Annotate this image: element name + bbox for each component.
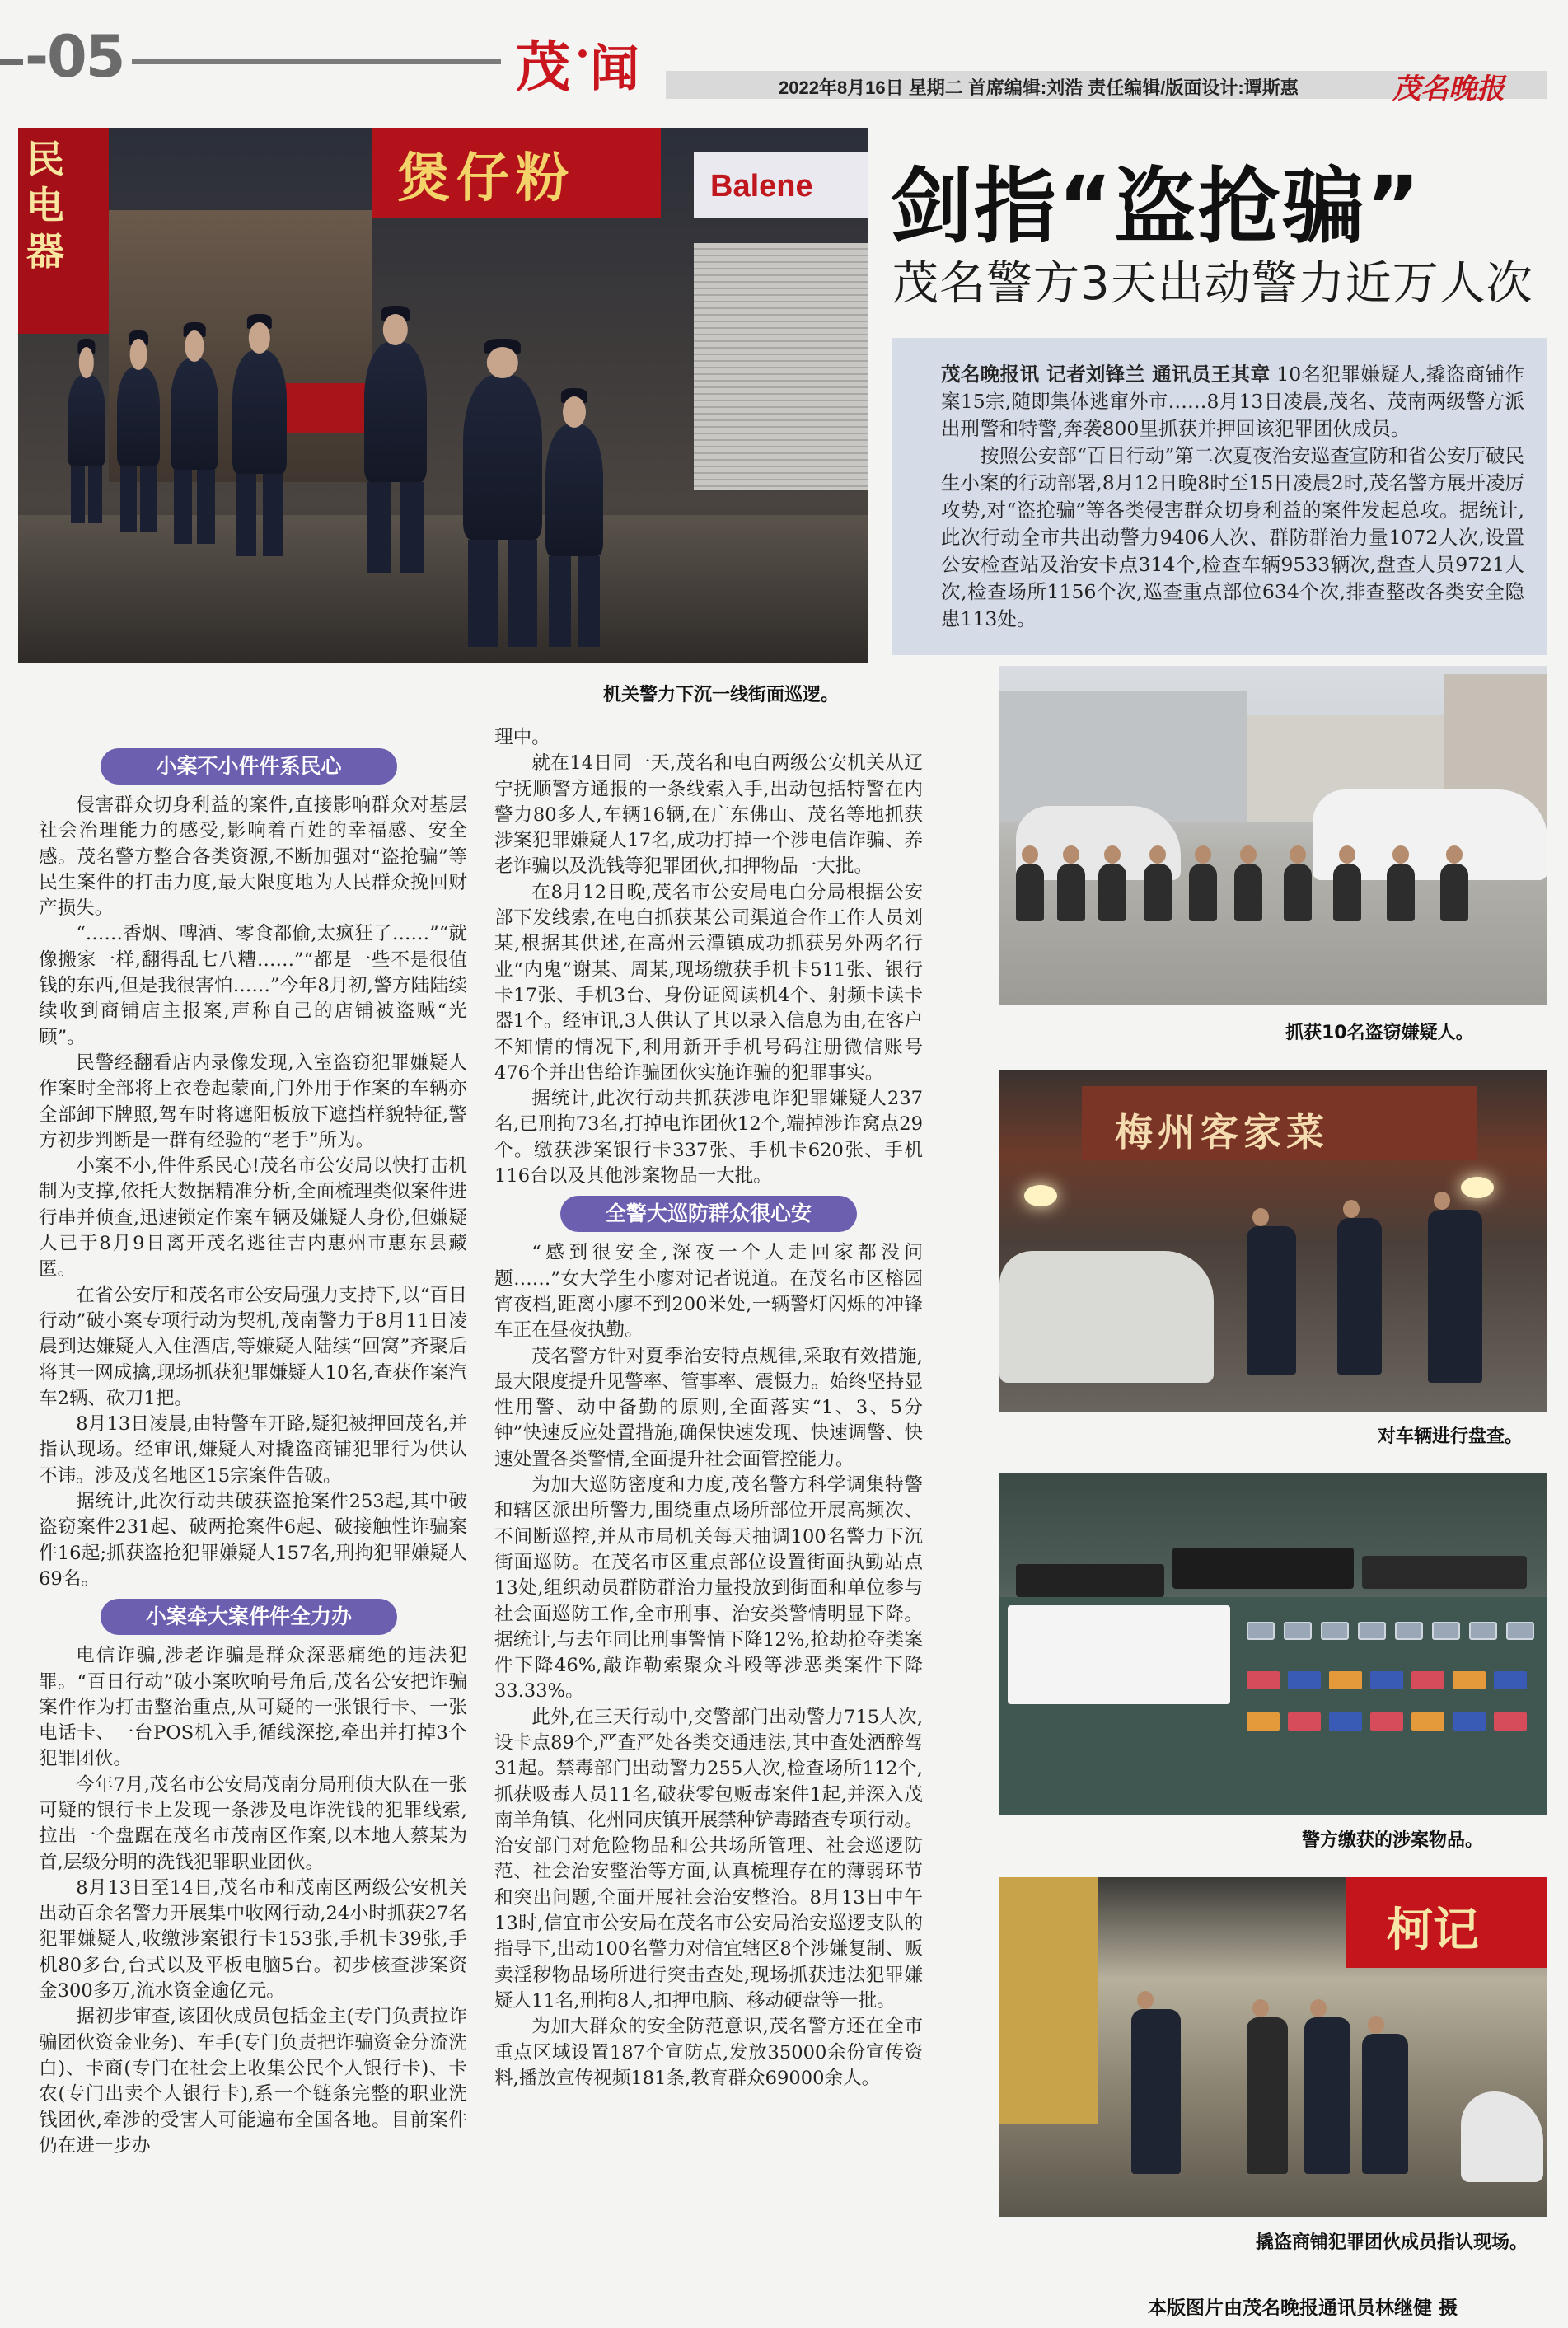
photo-phone [1432, 1622, 1460, 1640]
paragraph: 民警经翻看店内录像发现,入室盗窃犯罪嫌疑人作案时全部将上衣卷起蒙面,门外用于作案的车辆亦全部卸下牌照,驾车时将遮阳板放下遮挡样貌特征,警方初步判断是一群有经验的“老手”所为。 [39, 1052, 467, 1151]
section-title-3: 全警大巡防群众很心安 [560, 1196, 857, 1232]
photo-phone [1284, 1622, 1312, 1640]
section-char-1: 茂 [516, 35, 570, 99]
photo-card [1370, 1671, 1403, 1689]
paragraph: 为加大巡防密度和力度,茂名警方科学调集特警和辖区派出所警力,围绕重点场所部位开展高频次、不间断巡控,并从市局机关每天抽调100名警力下沉街面巡防。在茂名市区重点部位设置街面执勤站点13处,组织动员群防群治力量投放到街面和单位参与社会面巡防工作,全市刑事、治安类警情明显下降。据统计,与去年同比刑事警情下降12%,抢劫抢夺类案件下降46%,敲诈勒索聚众斗殴等涉恶类案件下降33.33%。 [494, 1474, 923, 1703]
photo-building [999, 691, 1247, 822]
officer-figure [1428, 1210, 1482, 1383]
officer-figure [545, 424, 603, 556]
photo-shop-sign-text: 梅州客家菜 [1115, 1110, 1329, 1155]
paragraph: 就在14日同一天,茂名和电白两级公安机关从辽宁抚顺警方通报的一条线索入手,出动包括特警在内警力80多人,车辆16辆,在广东佛山、茂名等地抓获涉案犯罪嫌疑人17名,成功打掉一个涉电信诈骗、养老诈骗以及洗钱等犯罪团伙,扣押物品一大批。 [494, 752, 923, 878]
paragraph: 电信诈骗,涉老诈骗是群众深恶痛绝的违法犯罪。“百日行动”破小案吹响号角后,茂名公安把诈骗案件作为打击整治重点,从可疑的一张银行卡、一张电话卡、一台POS机入手,循线深挖,牵出并打掉3个犯罪团伙。 [39, 1645, 467, 1770]
photo-card [1247, 1671, 1280, 1689]
paragraph: “……香烟、啤酒、零食都偷,太疯狂了……”“就像搬家一样,翻得乱七八糟……”“都是一些不是很值钱的东西,但是我很害怕……”今年8月初,警方陆陆续续收到商铺店主报案,声称自己的店铺被盗贼“光顾”。 [39, 923, 467, 1048]
paragraph: 8月13日凌晨,由特警车开路,疑犯被押回茂名,并指认现场。经审讯,嫌疑人对撬盗商铺犯罪行为供认不讳。涉及茂名地区15宗案件告破。 [39, 1413, 467, 1487]
suspect-figure [1333, 864, 1361, 921]
officer-figure [171, 358, 218, 470]
photo-phone [1506, 1622, 1534, 1640]
paragraph: 今年7月,茂名市公安局茂南分局刑侦大队在一张可疑的银行卡上发现一条涉及电诈洗钱的犯罪线索,拉出一个盘踞在茂名市茂南区作案,以本地人蔡某为首,层级分明的洗钱犯罪职业团伙。 [39, 1773, 467, 1873]
paragraph: 在省公安厅和茂名市公安局强力支持下,以“百日行动”破小案专项行动为契机,茂南警力于8月11日凌晨到达嫌疑人入住酒店,等嫌疑人陆续“回窝”齐聚后将其一网成擒,现场抓获犯罪嫌疑人10名,查获作案汽车2辆、砍刀1把。 [39, 1284, 467, 1409]
photo-device [1172, 1548, 1354, 1589]
paragraph: 此外,在三天行动中,交警部门出动警力715人次,设卡点89个,严查严处各类交通违法,其中查处酒醉驾31起。禁毒部门出动警力255人次,检查场所112个,抓获吸毒人员11名,破获零包贩毒案件1起,并深入茂南羊角镇、化州同庆镇开展禁种铲毒踏查专项行动。治安部门对危险物品和公共场所管理、社会巡逻防范、社会治安整治等方面,认真梳理存在的薄弱环节和突出问题,全面开展社会治安整治。8月13日中午13时,信宜市公安局在茂名市公安局治安巡逻支队的指导下,出动100名警力对信宜辖区8个涉嫌复制、贩卖淫秽物品场所进行突击查处,现场抓获违法犯罪嫌疑人11名,刑拘8人,扣押电脑、移动硬盘等一批。 [494, 1706, 923, 2012]
hero-shutter [694, 243, 868, 490]
photo-suspects [999, 666, 1547, 1005]
suspect-figure [1144, 864, 1172, 921]
paragraph: 据统计,此次行动共破获盗抢案件253起,其中破盗窃案件231起、破两抢案件6起、破接触性诈骗案件16起;抓获盗抢犯罪嫌疑人157名,刑拘犯罪嫌疑人69名。 [39, 1491, 467, 1590]
photo-shop-sign [999, 1877, 1098, 2124]
suspect-figure [1284, 864, 1312, 921]
article-column-2 [494, 725, 923, 2091]
officer-figure [232, 350, 287, 474]
suspect-figure [1234, 864, 1262, 921]
officer-figure [1362, 2034, 1408, 2174]
photo-phone [1358, 1622, 1386, 1640]
officer-figure [1131, 2009, 1181, 2174]
paragraph: “感到很安全,深夜一个人走回家都没问题……”女大学生小廖对记者说道。在茂名市区榕园宵夜档,距离小廖不到200米处,一辆警灯闪烁的冲锋车正在昼夜执勤。 [494, 1242, 923, 1342]
section-logo [516, 18, 664, 101]
photo-lamp [1461, 1177, 1494, 1198]
photo-phone [1321, 1622, 1349, 1640]
photo-caption-1: 抓获10名盗窃嫌疑人。 [1285, 1023, 1474, 1043]
suspect-figure [1387, 864, 1415, 921]
photo-scene-identification [999, 1877, 1547, 2217]
lead-box [892, 338, 1547, 655]
officer-figure [1304, 2017, 1350, 2174]
photo-phone [1247, 1622, 1275, 1640]
photo-card [1288, 1712, 1321, 1731]
paragraph: 据初步审查,该团伙成员包括金主(专门负责拉诈骗团伙资金业务)、车手(专门负责把诈骗资金分流洗白)、卡商(专门在社会上收集公民个人银行卡)、卡农(专门出卖个人银行卡),系一个链条完整的职业洗钱团伙,牵涉的受害人可能遍布全国各地。目前案件仍在进一步办 [39, 2006, 467, 2157]
photo-scooter [1461, 2091, 1543, 2182]
hero-brand-sign-text: Balene [710, 169, 813, 204]
photo-seized-items [999, 1473, 1547, 1815]
paragraph: 8月13日至14日,茂名市和茂南区两级公安机关出动百余名警力开展集中收网行动,24小时抓获27名犯罪嫌疑人,收缴涉案银行卡153张,手机卡39张,手机80多台,台式以及平板电脑5台。初步核查涉案资金300多万,流水资金逾亿元。 [39, 1876, 467, 2002]
suspect-figure [1440, 864, 1468, 921]
section-char-2: 闻 [590, 40, 639, 98]
section-title-2: 小案牵大案件件全力办 [101, 1599, 397, 1635]
officer-figure [117, 367, 160, 466]
paragraph: 茂名警方针对夏季治安特点规律,采取有效措施,最大限度提升见警率、管事率、震慑力。始终坚持显性用警、动中备勤的原则,全面落实“1、3、5分钟”快速反应处置措施,确保快速发现、快速调警、快速处置各类警情,全面提升社会面管控能力。 [494, 1345, 923, 1470]
date-line: 2022年8月16日 星期二 首席编辑:刘浩 责任编辑/版面设计:谭斯惠 [779, 77, 1299, 98]
photo-vehicle-check [999, 1070, 1547, 1412]
officer-figure [68, 375, 105, 466]
photo-card [1494, 1712, 1527, 1731]
hero-photo [18, 128, 868, 663]
article-column-1 [39, 742, 467, 2159]
photo-car [999, 1251, 1214, 1383]
photo-phone [1395, 1622, 1423, 1640]
suspect-figure [1057, 864, 1085, 921]
article-subheadline: 茂名警方3天出动警力近万人次 [892, 257, 1533, 311]
paragraph: 侵害群众切身利益的案件,直接影响群众对基层社会治理能力的感受,影响着百姓的幸福感、安全感。茂名警方整合各类资源,不断加强对“盗抢骗”等民生案件的打击力度,最大限度地为人民群众挽回财产损失。 [39, 794, 467, 920]
photo-device [1362, 1556, 1527, 1589]
hero-shop-sign-text: 煲仔粉 [397, 148, 575, 209]
lead-text-1: 10名犯罪嫌疑人,撬盗商铺作案15宗,随即集体逃窜外市……8月13日凌晨,茂名、茂南两级警方派出刑警和特警,奔袭800里抓获并押回该犯罪团伙成员。 [941, 363, 1524, 440]
photo-card [1370, 1712, 1403, 1731]
article-headline: 剑指“盗抢骗” [890, 158, 1422, 255]
section-dot-icon [578, 49, 587, 58]
hero-road [18, 515, 868, 663]
header-rule [132, 59, 501, 64]
suspect-figure [1247, 2017, 1288, 2174]
suspect-figure [1189, 864, 1217, 921]
suspect-figure [1098, 864, 1126, 921]
officer-figure [364, 342, 427, 482]
photo-card [1453, 1671, 1486, 1689]
paragraph: 在8月12日晚,茂名市公安局电白分局根据公安部下发线索,在电白抓获某公司渠道合作工作人员刘某,根据其供述,在高州云潭镇成功抓获另外两名行业“内鬼”谢某、周某,现场缴获手机卡511张、银行卡17张、手机3台、身份证阅读机4个、射频卡读卡器1个。经审讯,3人供认了其以录入信息为由,在客户不知情的情况下,利用新开手机号码注册微信账号476个并出售给诈骗团伙实施诈骗的犯罪事实。 [494, 881, 923, 1084]
photo-lamp [1024, 1185, 1057, 1206]
paragraph: 据统计,此次行动共抓获涉电诈犯罪嫌疑人237名,已刑拘73名,打掉电诈团伙12个,端掉涉诈窝点29个。缴获涉案银行卡337张、手机卡620张、手机116台以及其他涉案物品一大批。 [494, 1088, 923, 1187]
officer-figure [1247, 1226, 1296, 1375]
masthead-logo: 茂名晚报 [1392, 73, 1505, 105]
officer-figure [1337, 1218, 1382, 1375]
photo-card [1453, 1712, 1486, 1731]
lead-byline: 茂名晚报讯 记者刘锋兰 通讯员王其章 [941, 363, 1271, 386]
page-number: -05 [25, 23, 124, 91]
officer-figure [463, 375, 542, 540]
photo-device [1016, 1564, 1164, 1597]
photo-card [1247, 1712, 1280, 1731]
suspect-figure [1016, 864, 1044, 921]
hero-caption: 机关警力下沉一线街面巡逻。 [603, 685, 840, 705]
paragraph: 理中。 [494, 727, 550, 748]
lead-paragraph-1 [941, 361, 1524, 443]
section-title-1: 小案不小件件系民心 [101, 748, 397, 785]
photo-card [1288, 1671, 1321, 1689]
photo-caption-3: 警方缴获的涉案物品。 [1302, 1830, 1484, 1851]
photo-shop-sign-text: 柯记 [1387, 1903, 1479, 1957]
photo-card [1329, 1671, 1362, 1689]
photo-phone [1469, 1622, 1497, 1640]
lead-paragraph-2: 按照公安部“百日行动”第二次夏夜治安巡查宣防和省公安厅破民生小案的行动部署,8月12日晚8时至15日凌晨2时,茂名警方展开凌厉攻势,对“盗抢骗”等各类侵害群众切身利益的案件发起总攻。据统计,此次行动全市共出动警力9406人次、群防群治力量1072人次,设置公安检查站及治安卡点314个,检查车辆9533辆次,盘查人员9721人次,检查场所1156个次,巡查重点部位634个次,排查整改各类安全隐患113处。 [941, 444, 1524, 630]
photo-card [1494, 1671, 1527, 1689]
photo-card [1329, 1712, 1362, 1731]
photo-caption-4: 撬盗商铺犯罪团伙成员指认现场。 [1256, 2232, 1528, 2253]
hero-left-sign-text: 民电器 [26, 137, 64, 274]
photo-credit: 本版图片由茂名晚报通讯员林继健 摄 [1148, 2298, 1458, 2319]
photo-caption-2: 对车辆进行盘查。 [1378, 1426, 1524, 1447]
paragraph: 为加大群众的安全防范意识,茂名警方还在全市重点区域设置187个宣防点,发放35000余份宣传资料,播放宣传视频181条,教育群众69000余人。 [494, 2016, 923, 2089]
paragraph: 小案不小,件件系民心!茂名市公安局以快打击机制为支撑,依托大数据精准分析,全面梳理类似案件进行串并侦查,迅速锁定作案车辆及嫌疑人身份,但嫌疑人已于8月9日离开茂名逃往吉内惠州市惠东县藏匿。 [39, 1155, 467, 1281]
photo-device [1008, 1605, 1230, 1704]
photo-card [1411, 1671, 1444, 1689]
photo-card [1411, 1712, 1444, 1731]
